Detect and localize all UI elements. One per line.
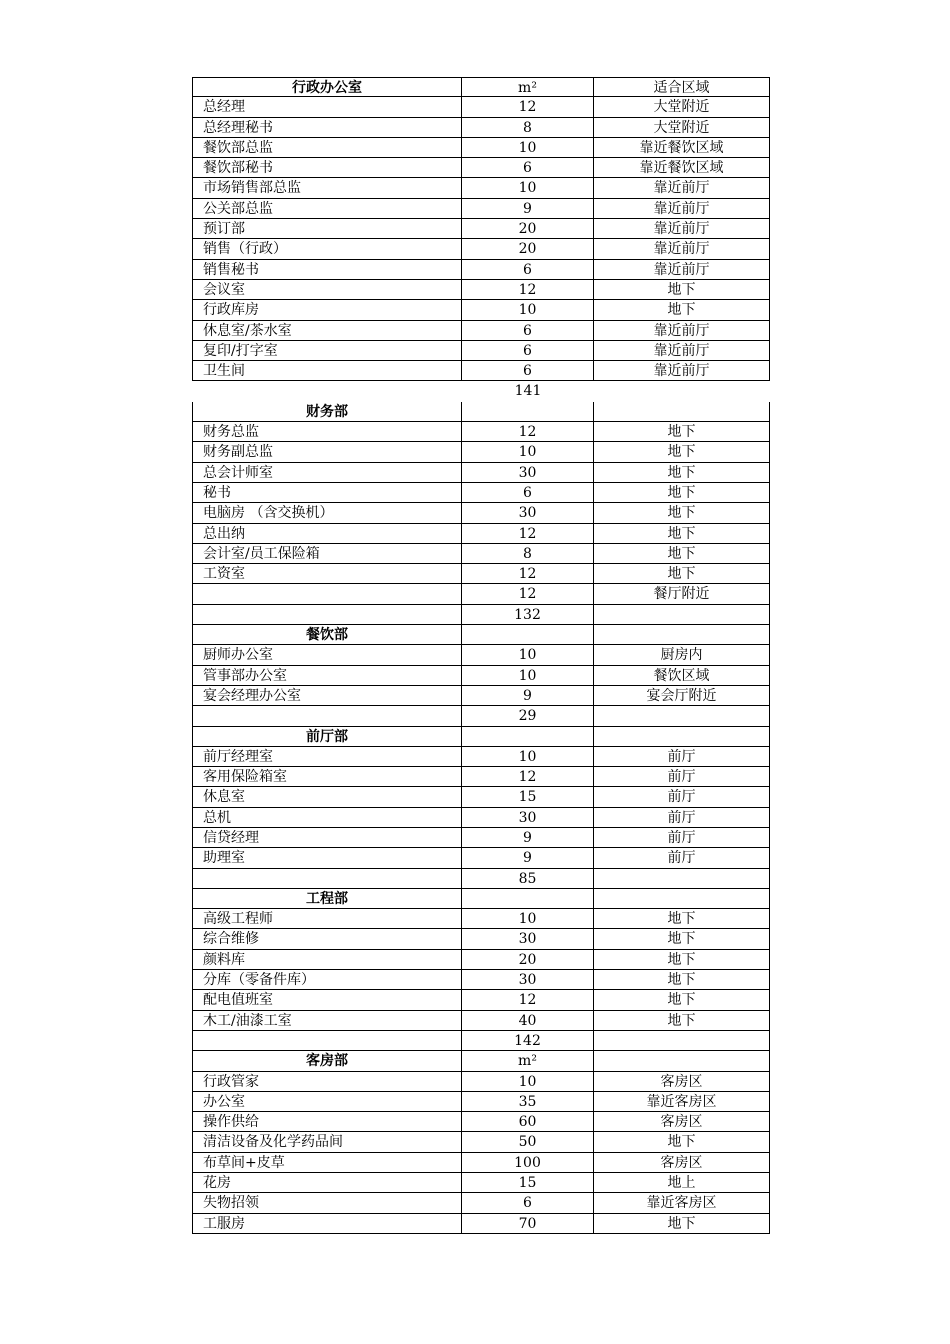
location-cell: 靠近前厅 <box>594 361 770 380</box>
location-cell: 厨房内 <box>594 645 770 664</box>
table-row <box>192 422 770 442</box>
location-cell: 地下 <box>594 524 770 543</box>
room-name-cell: 布草间+皮草 <box>192 1153 462 1172</box>
location-cell: 餐饮区域 <box>594 666 770 685</box>
room-name-cell: 销售秘书 <box>192 260 462 279</box>
room-name-cell: 清洁设备及化学药品间 <box>192 1132 462 1151</box>
room-name-cell: 秘书 <box>192 483 462 502</box>
area-cell: 30 <box>462 463 594 482</box>
room-name-cell: 客房部 <box>192 1051 462 1070</box>
location-cell <box>594 605 770 624</box>
table-row <box>192 118 770 138</box>
table-row <box>192 138 770 158</box>
area-cell: m² <box>462 1051 594 1070</box>
room-name-cell: 花房 <box>192 1173 462 1192</box>
location-cell: 靠近前厅 <box>594 178 770 197</box>
area-cell: 20 <box>462 219 594 238</box>
location-cell <box>594 402 770 421</box>
room-name-cell: 餐饮部 <box>192 625 462 644</box>
room-name-cell <box>192 706 462 725</box>
area-cell: 10 <box>462 178 594 197</box>
table-row <box>192 605 770 625</box>
location-cell: 客房区 <box>594 1153 770 1172</box>
table-row <box>192 280 770 300</box>
area-cell: 12 <box>462 524 594 543</box>
area-cell: 70 <box>462 1214 594 1233</box>
location-cell: 前厅 <box>594 808 770 827</box>
area-cell: 12 <box>462 767 594 786</box>
table-row <box>192 300 770 320</box>
area-cell: 142 <box>462 1031 594 1050</box>
location-cell: 地下 <box>594 909 770 928</box>
location-cell: 地下 <box>594 1011 770 1030</box>
area-cell: 12 <box>462 990 594 1009</box>
room-name-cell: 宴会经理办公室 <box>192 686 462 705</box>
location-cell: 地下 <box>594 544 770 563</box>
room-name-cell: 管事部办公室 <box>192 666 462 685</box>
location-cell: 地下 <box>594 990 770 1009</box>
table-row <box>192 1132 770 1152</box>
location-cell: 地下 <box>594 463 770 482</box>
room-name-cell: 总会计师室 <box>192 463 462 482</box>
room-name-cell: 总经理 <box>192 97 462 116</box>
table-row <box>192 1112 770 1132</box>
location-cell: 大堂附近 <box>594 118 770 137</box>
location-cell <box>594 1031 770 1050</box>
location-cell: 靠近前厅 <box>594 321 770 340</box>
area-cell: 20 <box>462 239 594 258</box>
area-cell: 30 <box>462 929 594 948</box>
room-name-cell: 工程部 <box>192 889 462 908</box>
room-name-cell: 操作供给 <box>192 1112 462 1131</box>
section-header-row <box>192 77 770 97</box>
location-cell: 前厅 <box>594 767 770 786</box>
room-name-cell: 行政办公室 <box>192 78 462 96</box>
table-row <box>192 869 770 889</box>
table-row <box>192 239 770 259</box>
location-cell: 地下 <box>594 483 770 502</box>
location-cell: 地下 <box>594 970 770 989</box>
table-row <box>192 990 770 1010</box>
area-cell <box>462 402 594 421</box>
room-name-cell: 总机 <box>192 808 462 827</box>
room-name-cell: 复印/打字室 <box>192 341 462 360</box>
location-cell: 地下 <box>594 1132 770 1151</box>
location-cell: 餐厅附近 <box>594 584 770 603</box>
area-cell: 50 <box>462 1132 594 1151</box>
table-row <box>192 361 770 381</box>
table-row <box>192 97 770 117</box>
room-name-cell: 工服房 <box>192 1214 462 1233</box>
location-cell <box>594 381 770 401</box>
room-name-cell: 颜料库 <box>192 950 462 969</box>
table-row <box>192 158 770 178</box>
room-name-cell: 休息室 <box>192 787 462 806</box>
area-cell: 10 <box>462 442 594 461</box>
location-cell: 地下 <box>594 300 770 319</box>
location-cell: 地下 <box>594 1214 770 1233</box>
room-name-cell: 工资室 <box>192 564 462 583</box>
area-cell: 30 <box>462 808 594 827</box>
table-row <box>192 970 770 990</box>
table-row <box>192 463 770 483</box>
location-cell: 靠近客房区 <box>594 1193 770 1212</box>
area-cell: 12 <box>462 97 594 116</box>
table-row <box>192 1153 770 1173</box>
location-cell <box>594 727 770 746</box>
room-name-cell: 高级工程师 <box>192 909 462 928</box>
room-name-cell: 销售（行政） <box>192 239 462 258</box>
room-name-cell: 餐饮部总监 <box>192 138 462 157</box>
table-row <box>192 483 770 503</box>
location-cell: 靠近客房区 <box>594 1092 770 1111</box>
area-cell: 10 <box>462 909 594 928</box>
section-header-row <box>192 402 770 422</box>
area-cell: 8 <box>462 544 594 563</box>
area-cell: 12 <box>462 584 594 603</box>
table-row <box>192 1092 770 1112</box>
section-header-row <box>192 727 770 747</box>
area-cell: 132 <box>462 605 594 624</box>
area-cell: 12 <box>462 422 594 441</box>
area-cell: m² <box>462 78 594 96</box>
room-name-cell: 财务部 <box>192 402 462 421</box>
location-cell: 宴会厅附近 <box>594 686 770 705</box>
room-name-cell: 失物招领 <box>192 1193 462 1212</box>
room-name-cell: 会议室 <box>192 280 462 299</box>
location-cell: 地下 <box>594 929 770 948</box>
room-name-cell: 餐饮部秘书 <box>192 158 462 177</box>
table-row <box>192 808 770 828</box>
location-cell: 前厅 <box>594 848 770 867</box>
table-row <box>192 584 770 604</box>
location-cell: 大堂附近 <box>594 97 770 116</box>
area-cell: 40 <box>462 1011 594 1030</box>
area-cell: 9 <box>462 828 594 847</box>
location-cell: 靠近餐饮区域 <box>594 138 770 157</box>
area-cell: 10 <box>462 747 594 766</box>
area-cell: 85 <box>462 869 594 888</box>
area-cell: 30 <box>462 970 594 989</box>
location-cell: 地上 <box>594 1173 770 1192</box>
room-name-cell: 分库（零备件库） <box>192 970 462 989</box>
table-row <box>192 219 770 239</box>
area-cell: 6 <box>462 1193 594 1212</box>
room-name-cell: 客用保险箱室 <box>192 767 462 786</box>
area-cell: 10 <box>462 300 594 319</box>
table-row <box>192 524 770 544</box>
table-row <box>192 787 770 807</box>
table-row <box>192 1214 770 1234</box>
table-row <box>192 666 770 686</box>
area-cell: 141 <box>514 383 542 400</box>
table-row <box>192 767 770 787</box>
table-row <box>192 909 770 929</box>
room-name-cell: 助理室 <box>192 848 462 867</box>
area-cell: 6 <box>462 341 594 360</box>
area-cell: 6 <box>462 260 594 279</box>
room-name-cell: 公关部总监 <box>192 199 462 218</box>
room-name-cell: 配电值班室 <box>192 990 462 1009</box>
area-cell <box>462 727 594 746</box>
location-cell <box>594 625 770 644</box>
area-cell: 6 <box>462 483 594 502</box>
table-row <box>192 950 770 970</box>
area-cell: 60 <box>462 1112 594 1131</box>
table-row <box>192 828 770 848</box>
room-name-cell: 卫生间 <box>192 361 462 380</box>
area-cell: 9 <box>462 848 594 867</box>
location-cell: 地下 <box>594 422 770 441</box>
table-row <box>192 503 770 523</box>
area-cell: 8 <box>462 118 594 137</box>
area-cell: 20 <box>462 950 594 969</box>
room-name-cell: 财务总监 <box>192 422 462 441</box>
location-cell: 适合区域 <box>594 78 770 96</box>
area-cell: 10 <box>462 666 594 685</box>
location-cell <box>594 706 770 725</box>
area-cell: 35 <box>462 1092 594 1111</box>
area-cell: 6 <box>462 361 594 380</box>
table-row <box>192 1173 770 1193</box>
table-row <box>192 645 770 665</box>
area-cell: 6 <box>462 321 594 340</box>
area-cell: 9 <box>462 199 594 218</box>
subtotal-row <box>192 381 770 401</box>
location-cell <box>594 1051 770 1070</box>
table-row <box>192 341 770 361</box>
location-cell <box>594 889 770 908</box>
table-row <box>192 178 770 198</box>
table-row <box>192 321 770 341</box>
table-row <box>192 1031 770 1051</box>
location-cell: 靠近餐饮区域 <box>594 158 770 177</box>
room-name-cell <box>192 605 462 624</box>
room-name-cell: 行政管家 <box>192 1072 462 1091</box>
area-cell <box>462 889 594 908</box>
room-name-cell: 前厅经理室 <box>192 747 462 766</box>
location-cell: 靠近前厅 <box>594 219 770 238</box>
room-name-cell: 总出纳 <box>192 524 462 543</box>
location-cell: 地下 <box>594 950 770 969</box>
table-row <box>192 260 770 280</box>
room-name-cell: 会计室/员工保险箱 <box>192 544 462 563</box>
room-name-cell <box>192 869 462 888</box>
location-cell: 地下 <box>594 280 770 299</box>
table-row <box>192 1011 770 1031</box>
section-header-row <box>192 1051 770 1071</box>
room-name-cell <box>192 1031 462 1050</box>
location-cell: 地下 <box>594 442 770 461</box>
room-name-cell: 前厅部 <box>192 727 462 746</box>
room-name-cell: 综合维修 <box>192 929 462 948</box>
room-name-cell: 木工/油漆工室 <box>192 1011 462 1030</box>
area-cell: 10 <box>462 138 594 157</box>
location-cell: 靠近前厅 <box>594 341 770 360</box>
location-cell: 前厅 <box>594 828 770 847</box>
table-row <box>192 686 770 706</box>
room-name-cell: 办公室 <box>192 1092 462 1111</box>
section-header-row <box>192 889 770 909</box>
location-cell: 靠近前厅 <box>594 199 770 218</box>
table-row <box>192 199 770 219</box>
table-row <box>192 848 770 868</box>
room-name-cell: 厨师办公室 <box>192 645 462 664</box>
area-cell <box>462 625 594 644</box>
table-row <box>192 544 770 564</box>
location-cell: 地下 <box>594 503 770 522</box>
table-row <box>192 442 770 462</box>
area-cell: 12 <box>462 564 594 583</box>
location-cell <box>594 869 770 888</box>
table-row <box>192 1193 770 1213</box>
room-name-cell: 预订部 <box>192 219 462 238</box>
location-cell: 地下 <box>594 564 770 583</box>
area-cell: 12 <box>462 280 594 299</box>
room-name-cell <box>192 584 462 603</box>
table-row <box>192 1072 770 1092</box>
table-row <box>192 929 770 949</box>
room-name-cell: 休息室/茶水室 <box>192 321 462 340</box>
room-name-cell: 电脑房 （含交换机） <box>192 503 462 522</box>
area-cell: 15 <box>462 1173 594 1192</box>
table-row <box>192 706 770 726</box>
room-name-cell: 信贷经理 <box>192 828 462 847</box>
location-cell: 客房区 <box>594 1072 770 1091</box>
room-area-table <box>192 77 770 1234</box>
room-name-cell: 财务副总监 <box>192 442 462 461</box>
room-name-cell: 市场销售部总监 <box>192 178 462 197</box>
area-cell: 15 <box>462 787 594 806</box>
location-cell: 前厅 <box>594 787 770 806</box>
location-cell: 靠近前厅 <box>594 260 770 279</box>
area-cell: 29 <box>462 706 594 725</box>
location-cell: 前厅 <box>594 747 770 766</box>
area-cell: 10 <box>462 645 594 664</box>
room-name-cell <box>192 381 462 401</box>
room-name-cell: 总经理秘书 <box>192 118 462 137</box>
area-cell: 100 <box>462 1153 594 1172</box>
location-cell: 靠近前厅 <box>594 239 770 258</box>
section-header-row <box>192 625 770 645</box>
table-row <box>192 747 770 767</box>
table-row <box>192 564 770 584</box>
area-cell: 30 <box>462 503 594 522</box>
area-cell: 10 <box>462 1072 594 1091</box>
area-cell: 9 <box>462 686 594 705</box>
room-name-cell: 行政库房 <box>192 300 462 319</box>
location-cell: 客房区 <box>594 1112 770 1131</box>
area-cell: 6 <box>462 158 594 177</box>
